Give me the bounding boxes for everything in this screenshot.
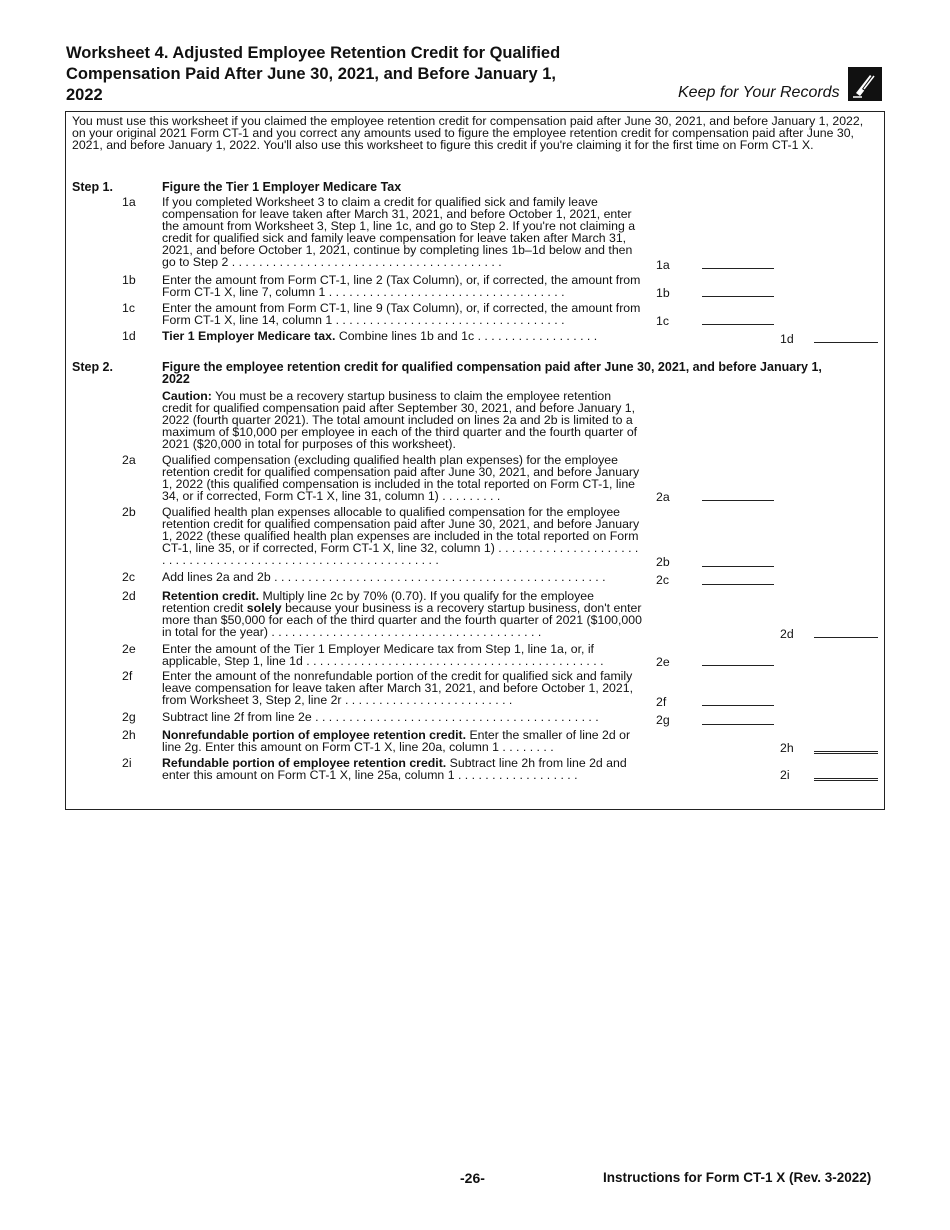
entry-line-2d[interactable] (814, 637, 878, 638)
title-line-1: Worksheet 4. Adjusted Employee Retention Credit for Qualified (66, 44, 561, 62)
line-text-2i (162, 757, 642, 781)
line-1d-rest: Combine lines 1b and 1c . . . . . . . . . . . . . . . . . . (338, 329, 598, 343)
line-number-2a: 2a (122, 453, 136, 467)
entry-line-2b[interactable] (702, 566, 774, 567)
line-ref-2d: 2d (780, 627, 794, 641)
line-text-1c: Enter the amount from Form CT-1, line 9 (Tax Column), or, if corrected, the amount from Form CT-1 X, line 14, column 1 . . . . . . . . . . . . . . . . . . . . . . . . . . . . . . . . . . (162, 301, 641, 327)
line-number-2d: 2d (122, 589, 136, 603)
keep-for-records-label: Keep for Your Records (678, 84, 840, 101)
line-text-2e: Enter the amount of the Tier 1 Employer Medicare tax from Step 1, line 1a, or, if applicable, Step 1, line 1d . . . . . . . . . . . . . . . . . . . . . . . . . . . . . . . . . . . . . . . . . . . . (162, 642, 604, 668)
line-2h-rest: Enter the smaller of line 2d or line 2g. Enter this amount on Form CT-1 X, line 20a, column 1 . . . . . . . . (162, 728, 631, 754)
line-ref-2f: 2f (656, 695, 667, 709)
entry-line-2c[interactable] (702, 584, 774, 585)
line-text-2a: Qualified compensation (excluding qualified health plan expenses) for the employee retention credit for qualified compensation paid after June 30, 2021, and before January 1, 2022 (this qualified compensation is included in the total reported on Form CT-1, line 34, or if corrected, Form CT-1 X, line 31, column 1) . . . . . . . . . (162, 453, 640, 503)
intro-text: You must use this worksheet if you claimed the employee retention credit for compensation paid after June 30, 2021, and before January 1, 2022, on your original 2021 Form CT-1 and you correct any amounts used to figure the employee retention credit for compensation paid after June 30, 2021, and before January 1, 2022. You'll also use this worksheet to figure this credit if you're claiming it for the first time on Form CT-1 X. (72, 114, 864, 152)
line-2i-bold-label: Refundable portion of employee retention credit. (162, 756, 447, 770)
line-text-2c: Add lines 2a and 2b . . . . . . . . . . . . . . . . . . . . . . . . . . . . . . . . . . . . . . . . . . . . . . . . . (162, 570, 606, 584)
line-ref-2g: 2g (656, 713, 670, 727)
entry-line-1d[interactable] (814, 342, 878, 343)
entry-line-2f[interactable] (702, 705, 774, 706)
line-ref-2a: 2a (656, 490, 670, 504)
entry-line-2g[interactable] (702, 724, 774, 725)
line-ref-2i: 2i (780, 768, 790, 782)
line-number-2i: 2i (122, 756, 132, 770)
line-ref-1c: 1c (656, 314, 669, 328)
title-line-2: Compensation Paid After June 30, 2021, and Before January 1, (66, 65, 556, 83)
line-ref-2h: 2h (780, 741, 794, 755)
line-ref-1b: 1b (656, 286, 670, 300)
line-number-1d: 1d (122, 329, 136, 343)
line-number-1b: 1b (122, 273, 136, 287)
line-text-1d (162, 330, 642, 342)
worksheet-title (66, 43, 586, 106)
line-number-1c: 1c (122, 301, 135, 315)
entry-line-1a[interactable] (702, 268, 774, 269)
line-text-1b: Enter the amount from Form CT-1, line 2 (Tax Column), or, if corrected, the amount from Form CT-1 X, line 7, column 1 . . . . . . . . . . . . . . . . . . . . . . . . . . . . . . . . . . . (162, 273, 641, 299)
line-ref-2e: 2e (656, 655, 670, 669)
line-2d-solely: solely (246, 601, 282, 615)
pen-icon (848, 67, 882, 101)
line-number-2f: 2f (122, 669, 133, 683)
line-2i-rest: Subtract line 2h from line 2d and enter this amount on Form CT-1 X, line 25a, column 1 . . . . . . . . . . . . . . . . . . (162, 756, 627, 782)
entry-line-1b[interactable] (702, 296, 774, 297)
line-ref-1a: 1a (656, 258, 670, 272)
line-text-2g: Subtract line 2f from line 2e . . . . . . . . . . . . . . . . . . . . . . . . . . . . . . . . . . . . . . . . . . (162, 710, 599, 724)
step2-heading-line-1: Figure the employee retention credit for qualified compensation paid after June 30, 2021, and before January 1, (162, 360, 822, 374)
line-text-2d (162, 590, 642, 638)
step1-label: Step 1. (72, 180, 113, 194)
line-text-1a: If you completed Worksheet 3 to claim a credit for qualified sick and family leave compensation for leave taken after March 31, 2021, and before October 1, 2021, enter the amount from Worksheet 3, Step 1, line 1c, and go to Step 2. If you're not claiming a credit for qualified sick and family leave compensation for leave taken after March 31, 2021, and before October 1, 2021, continue by completing lines 1b–1d below and then go to Step 2 . . . . . . . . . . . . . . . . . . . . . . . . . . . . . . . . . . . . . . . . (162, 195, 636, 269)
entry-line-2h[interactable] (814, 751, 878, 754)
line-text-2h (162, 729, 642, 753)
step2-heading (162, 361, 872, 385)
line-1d-bold-label: Tier 1 Employer Medicare tax. (162, 329, 336, 343)
line-number-2h: 2h (122, 728, 136, 742)
caution-label: Caution: (162, 389, 212, 403)
form-reference: Instructions for Form CT-1 X (Rev. 3-2022) (603, 1170, 872, 1185)
line-ref-1d: 1d (780, 332, 794, 346)
line-ref-2c: 2c (656, 573, 669, 587)
caution-text (162, 390, 642, 450)
step2-heading-line-2: 2022 (162, 372, 190, 386)
line-number-2b: 2b (122, 505, 136, 519)
caution-body: You must be a recovery startup business to claim the employee retention credit for qualified compensation paid after September 30, 2021, and before January 1, 2022 (fourth quarter 2021). The total amount included on lines 2a and 2b is limited to a maximum of $10,000 per employee in each of the third quarter and the fourth quarter of 2021 ($20,000 in total for purposes of this worksheet). (162, 389, 638, 451)
title-line-3: 2022 (66, 86, 103, 104)
entry-line-2i[interactable] (814, 778, 878, 781)
step2-label: Step 2. (72, 360, 113, 374)
entry-line-1c[interactable] (702, 324, 774, 325)
line-number-1a: 1a (122, 195, 136, 209)
entry-line-2e[interactable] (702, 665, 774, 666)
line-number-2g: 2g (122, 710, 136, 724)
page-number: -26- (460, 1170, 485, 1186)
line-ref-2b: 2b (656, 555, 670, 569)
line-2d-bold-label: Retention credit. (162, 589, 260, 603)
line-number-2c: 2c (122, 570, 135, 584)
line-2d-text-before: Multiply line 2c by 70% (0.70). If you qualify for the employee retention credit (162, 589, 594, 615)
line-2d-text-after: because your business is a recovery startup business, don't enter more than $50,000 for each of the third quarter and the fourth quarter of 2021 ($100,000 in total for the year) . . . . . . . . . . . . . . . . . . . . . . . . . . . . . . . . . . . . . . . . (162, 601, 642, 639)
step1-heading: Figure the Tier 1 Employer Medicare Tax (162, 180, 402, 194)
entry-line-2a[interactable] (702, 500, 774, 501)
line-2h-bold-label: Nonrefundable portion of employee retention credit. (162, 728, 467, 742)
line-text-2b: Qualified health plan expenses allocable to qualified compensation for the employee retention credit for qualified compensation paid after June 30, 2021, and before January 1, 2022 (these qualified health plan expenses are included in the total reported on Form CT-1, line 35, or if corrected, Form CT-1 X, line 32, column 1) . . . . . . . . . . . . . . . . . . . . . . . . . . . . . . . . . . . . . . . . . . . . . . . . . . . . . . . . . . . . . . (162, 505, 640, 567)
line-number-2e: 2e (122, 642, 136, 656)
line-text-2f: Enter the amount of the nonrefundable portion of the credit for qualified sick and family leave compensation for leave taken after March 31, 2021, and before October 1, 2021, from Worksheet 3, Step 2, line 2r . . . . . . . . . . . . . . . . . . . . . . . . . (162, 669, 633, 707)
